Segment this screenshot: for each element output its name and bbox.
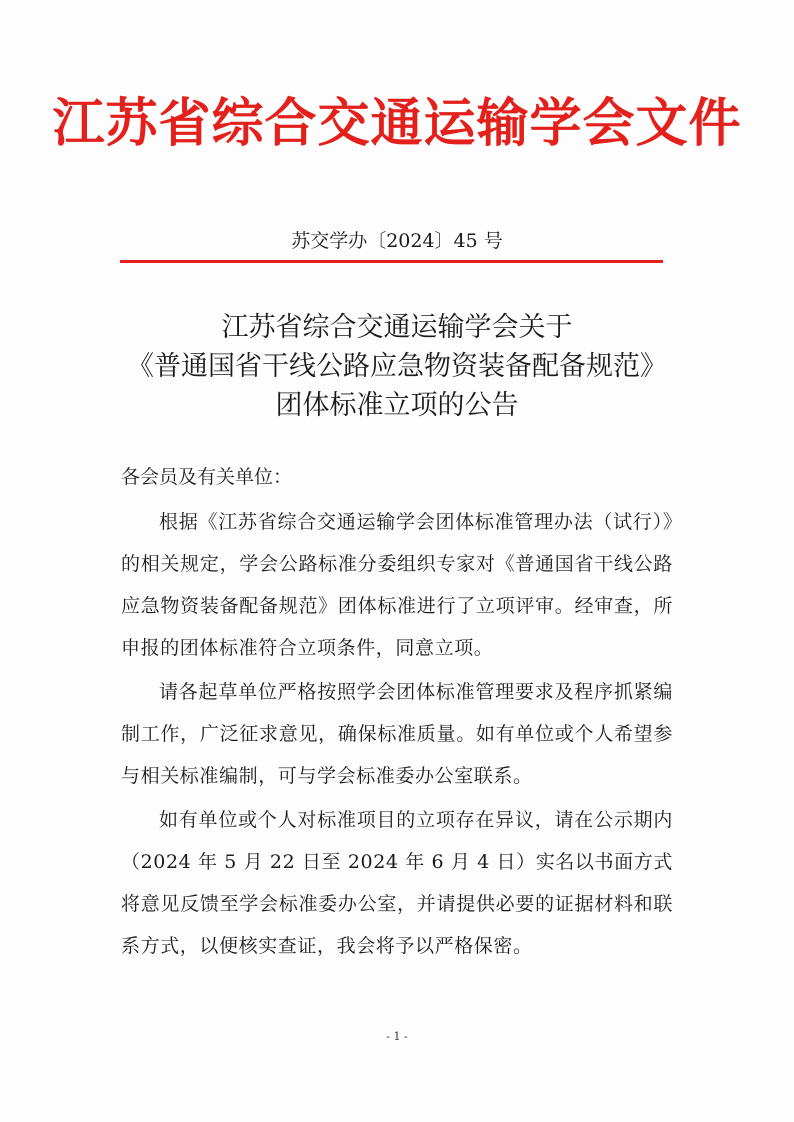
title-line-2: 《普通国省干线公路应急物资装备配备规范》 xyxy=(127,351,667,382)
title-line-3: 团体标准立项的公告 xyxy=(275,390,519,421)
title-line-1: 江苏省综合交通运输学会关于 xyxy=(221,312,573,343)
document-number: 苏交学办〔2024〕45 号 xyxy=(291,230,503,252)
announcement-title xyxy=(0,308,794,425)
body-paragraph-3: 如有单位或个人对标准项目的立项存在异议，请在公示期内（2024 年 5 月 22 日至 2024 年 6 月 4 日）实名以书面方式将意见反馈至学会标准委办公室，并请提供必要的证据材料和联系方式，以便核实查证，我会将予以严格保密。 xyxy=(121,809,673,957)
body-text xyxy=(121,501,673,969)
salutation: 各会员及有关单位： xyxy=(121,466,293,488)
body-paragraph-2: 请各起草单位严格按照学会团体标准管理要求及程序抓紧编制工作，广泛征求意见，确保标准质量。如有单位或个人希望参与相关标准编制，可与学会标准委办公室联系。 xyxy=(121,681,673,787)
red-divider-line xyxy=(120,260,663,263)
page-number: - 1 - xyxy=(386,1030,408,1043)
masthead-title: 江苏省综合交通运输学会文件 xyxy=(52,94,742,154)
body-paragraph-1: 根据《江苏省综合交通运输学会团体标准管理办法（试行）》的相关规定，学会公路标准分委组织专家对《普通国省干线公路应急物资装备配备规范》团体标准进行了立项评审。经审查，所申报的团体标准符合立项条件，同意立项。 xyxy=(121,511,673,659)
